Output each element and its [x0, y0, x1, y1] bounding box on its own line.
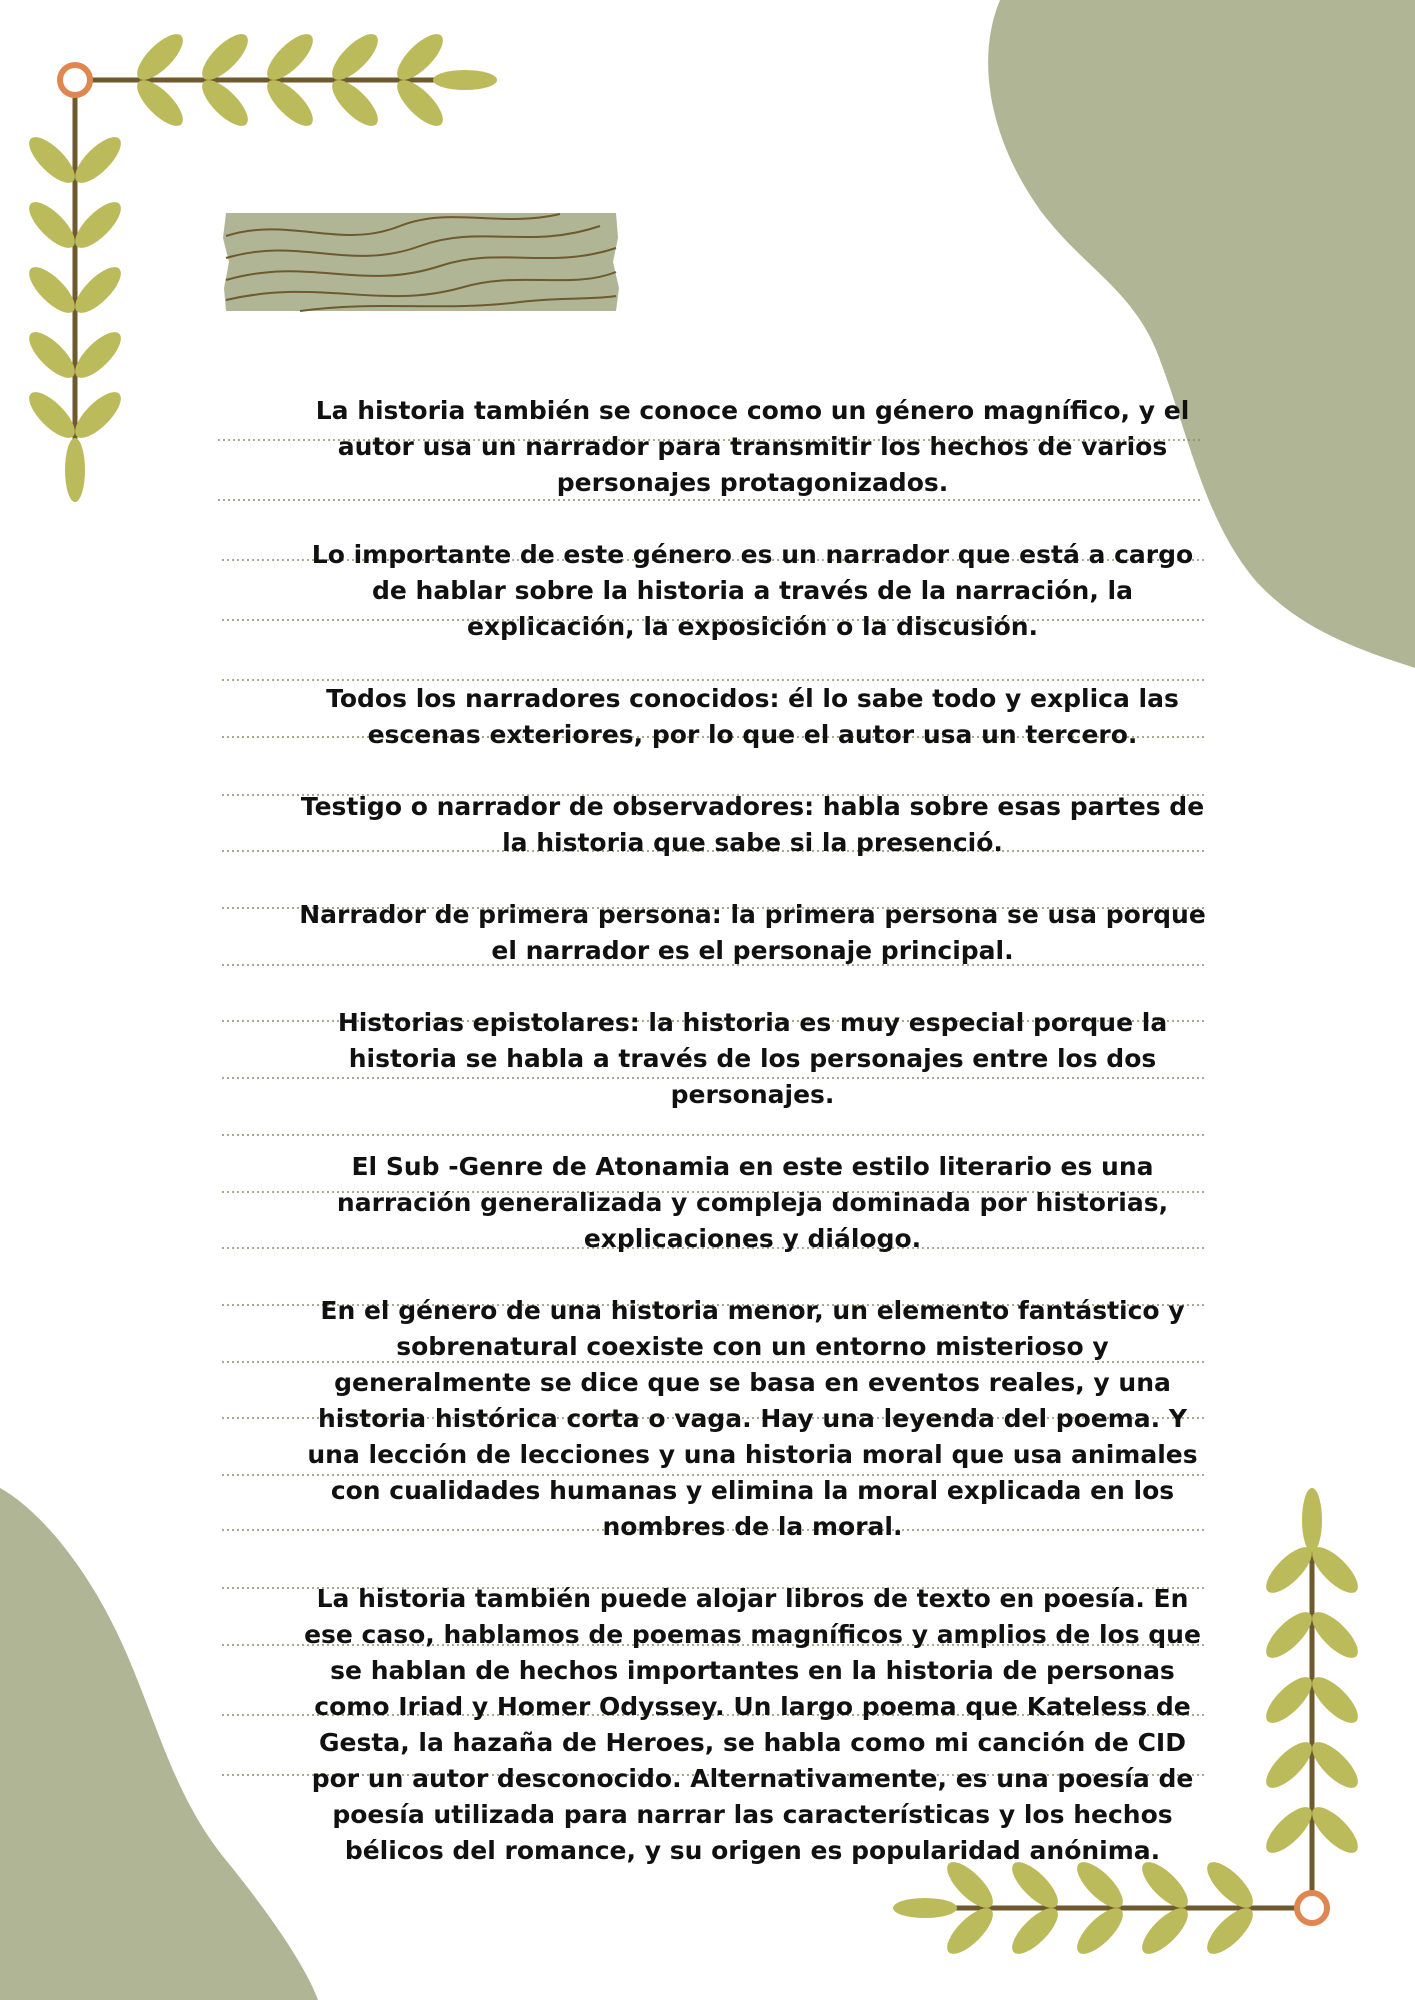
paragraph-1: La historia también se conoce como un género magnífico, y el autor usa un narrador para transmitir los hechos de varios personajes protagonizados.: [315, 396, 1190, 497]
paragraph-6: Historias epistolares: la historia es muy especial porque la historia se habla a través de los personajes entre los dos personajes.: [337, 1008, 1168, 1109]
body-text: [295, 393, 1210, 1869]
top-left-ring: [60, 65, 90, 95]
paragraph-7: El Sub -Genre de Atonamia en este estilo literario es una narración generalizada y compleja dominada por historias, explicaciones y diálogo.: [336, 1152, 1169, 1253]
paragraph-9: La historia también puede alojar libros de texto en poesía. En ese caso, hablamos de poemas magníficos y amplios de los que se hablan de hechos importantes en la historia de personas como Iriad y Homer Odyssey. Un largo poema que Kateless de Gesta, la hazaña de Heroes, se habla como mi canción de CID por un autor desconocido. Alternativamente, es una poesía de poesía utilizada para narrar las características y los hechos bélicos del romance, y su origen es popularidad anónima.: [304, 1584, 1201, 1865]
paragraph-5: Narrador de primera persona: la primera persona se usa porque el narrador es el personaje principal.: [299, 900, 1206, 965]
bottom-left-blob: [0, 1488, 318, 2000]
bottom-right-ring: [1297, 1893, 1327, 1923]
paragraph-8: En el género de una historia menor, un elemento fantástico y sobrenatural coexiste con un entorno misterioso y generalmente se dice que se basa en eventos reales, y una historia histórica corta o vaga. Hay una leyenda del poema. Y una lección de lecciones y una historia moral que usa animales con cualidades humanas y elimina la moral explicada en los nombres de la moral.: [307, 1296, 1198, 1541]
paragraph-2: Lo importante de este género es un narrador que está a cargo de hablar sobre la historia a través de la narración, la explicación, la exposición o la discusión.: [311, 540, 1194, 641]
paragraph-3: Todos los narradores conocidos: él lo sabe todo y explica las escenas exteriores, por lo que el autor usa un tercero.: [326, 684, 1179, 749]
paragraph-4: Testigo o narrador de observadores: habla sobre esas partes de la historia que sabe si la presenció.: [300, 792, 1205, 857]
washi-tape: [223, 213, 619, 311]
